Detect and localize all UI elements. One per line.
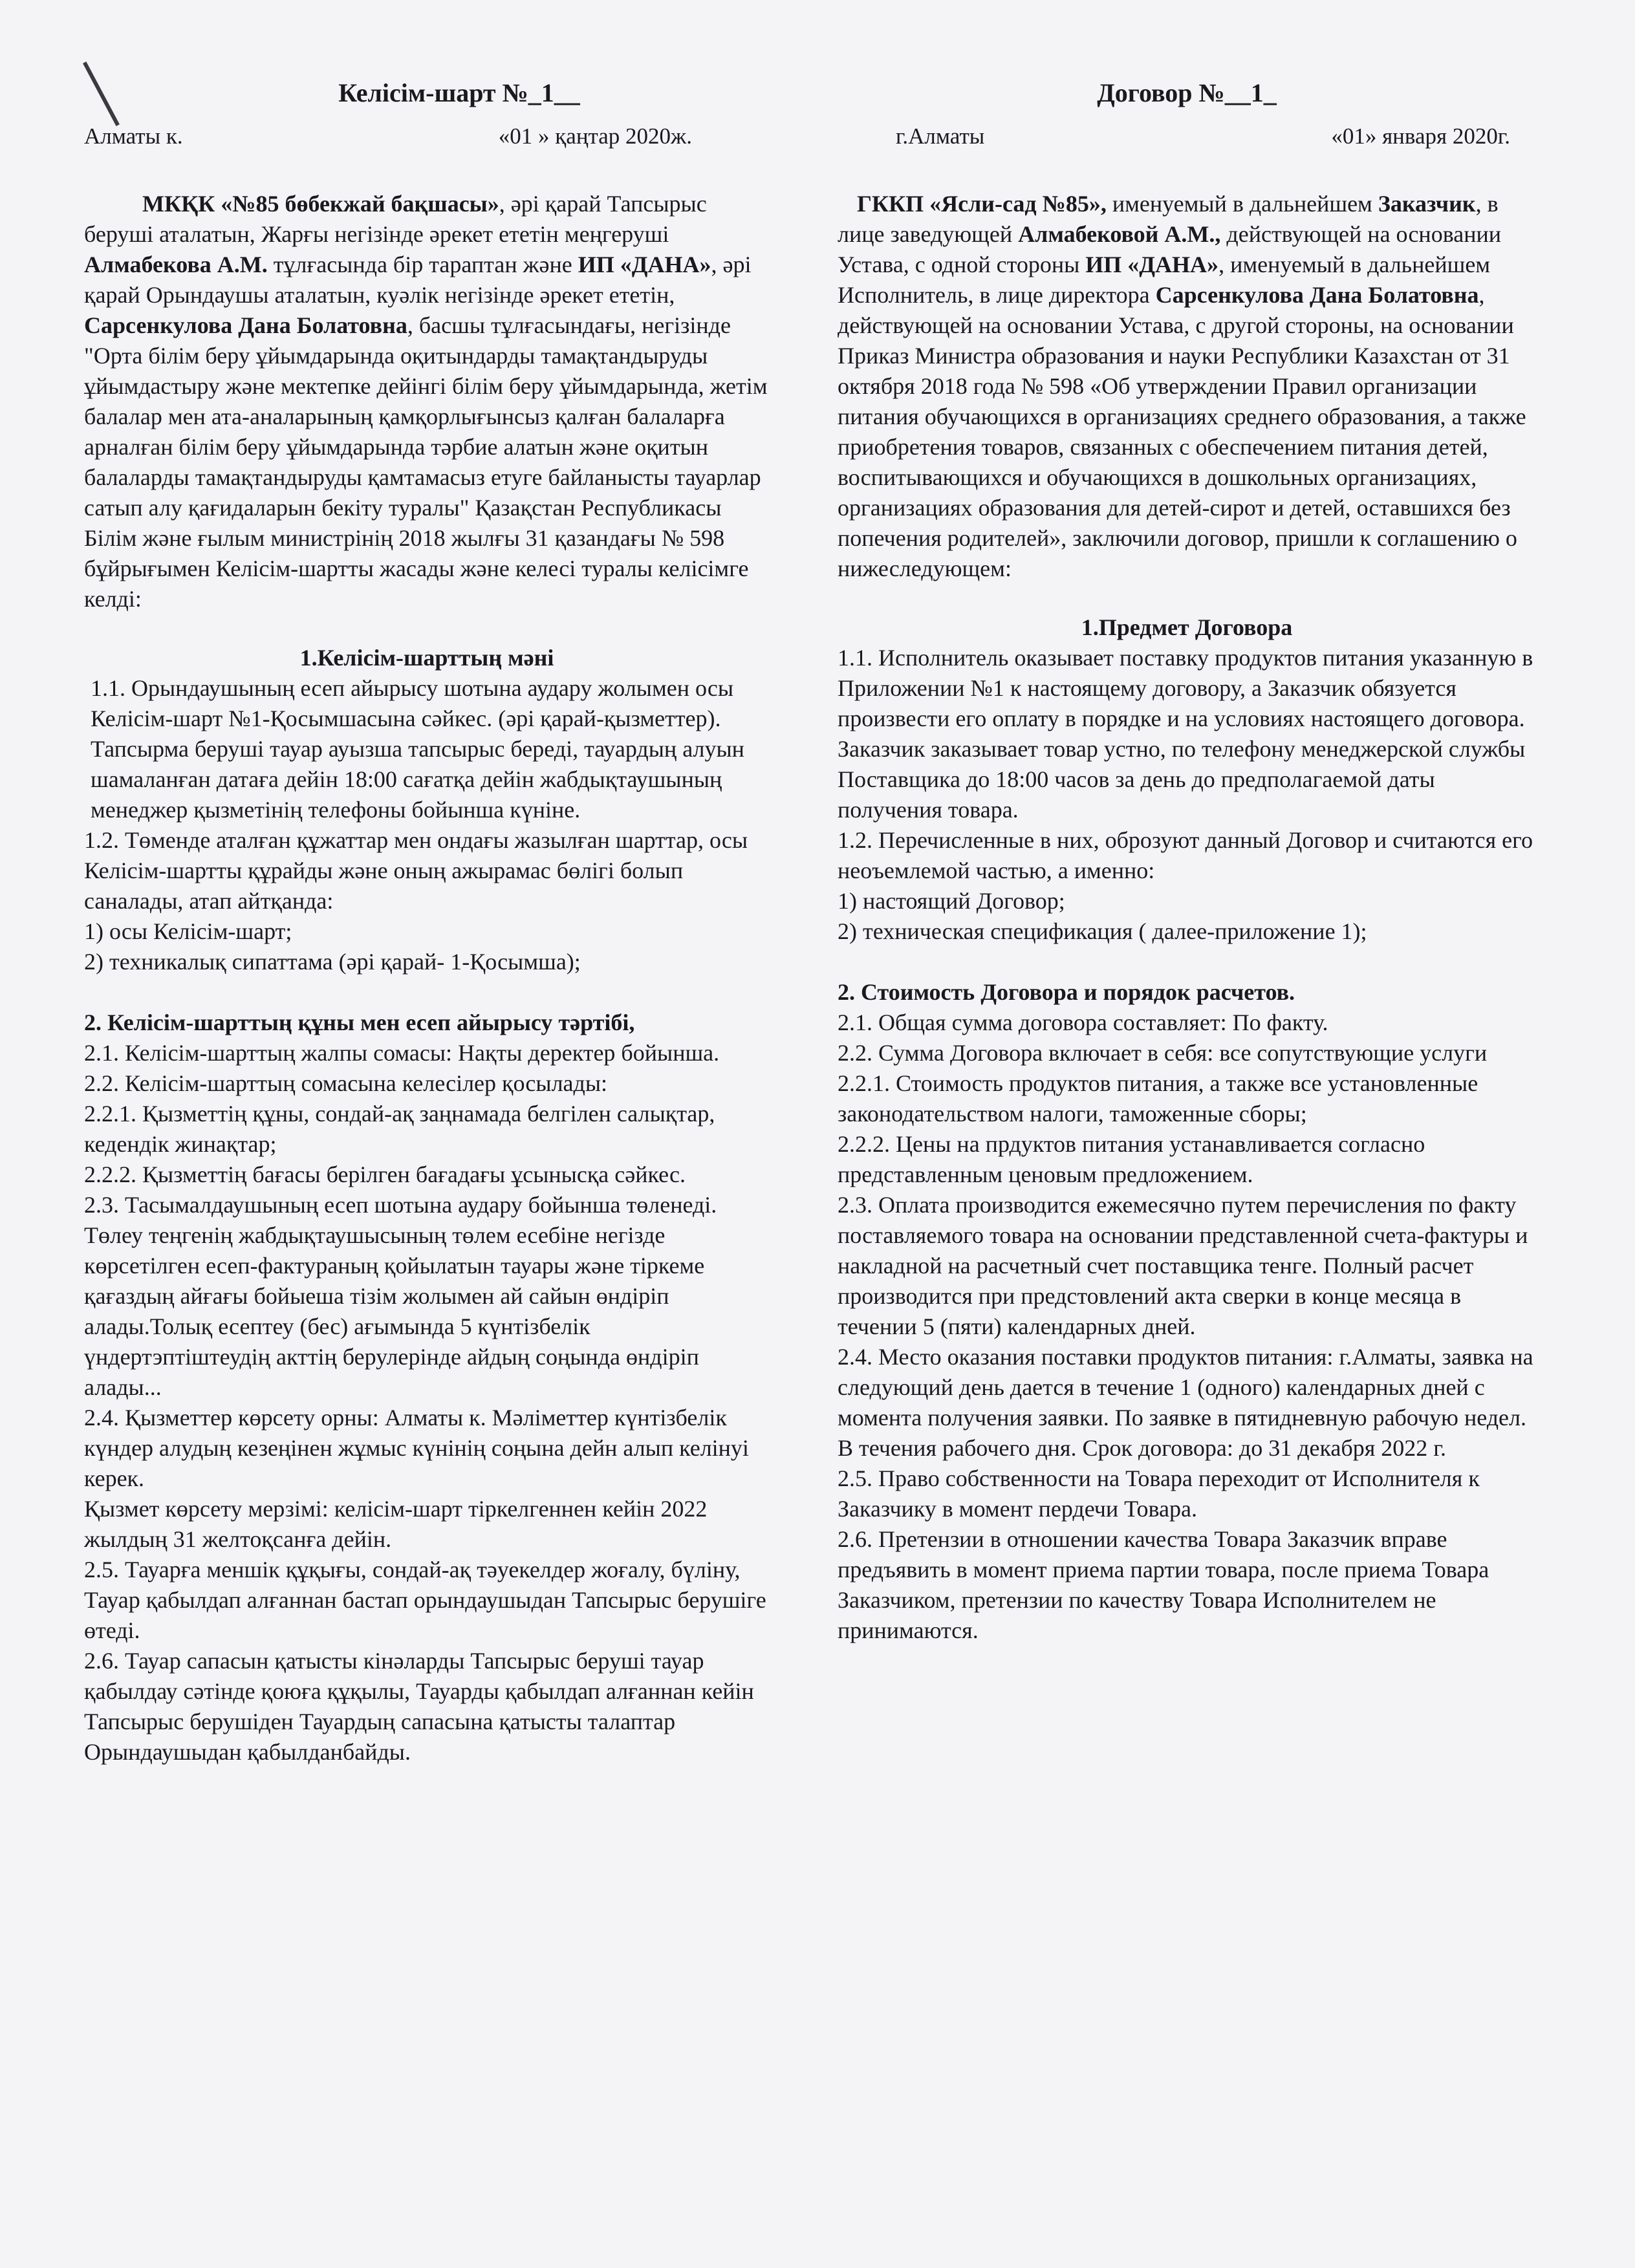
kazakh-clause: 1) осы Келісім-шарт; bbox=[84, 918, 292, 944]
kazakh-clause: 1.1. Орындаушының есеп айырысу шотына аудару жолымен осы Келісім-шарт №1-Қосымшасына сәйкес. (әрі қарай-қызметтер). Тапсырма беруші тауар ауызша тапсырыс береді, тауардың алуын шамаланған датаға дейін 18:00 сағатқа дейін жабдықтаушының менеджер қызметінің телефоны бойынша күніне. bbox=[91, 675, 744, 823]
russian-title: Договор №__1_ bbox=[1097, 78, 1277, 107]
russian-clause: 2.5. Право собственности на Товара переходит от Исполнителя к Заказчику в момент пердечи Товара. bbox=[838, 1465, 1480, 1522]
russian-place-date bbox=[838, 121, 1536, 151]
kazakh-clause: 2.1. Келісім-шарттың жалпы сомасы: Нақты деректер бойынша. bbox=[84, 1040, 720, 1066]
russian-customer-label: Заказчик bbox=[1378, 191, 1476, 217]
kazakh-place-date bbox=[84, 121, 770, 151]
kazakh-clause: 1.2. Төменде аталған құжаттар мен ондағы жазылған шарттар, осы Келісім-шартты құрайды және оның ажырамас бөлігі болып саналады, атап айтқанда: bbox=[84, 827, 748, 914]
russian-intro-text-4: , именуемый в дальнейшем Исполнитель, в лице директора bbox=[838, 252, 1491, 308]
russian-org: ГККП «Ясли-сад №85», bbox=[857, 191, 1107, 217]
kazakh-head-name: Алмабекова А.М. bbox=[84, 252, 268, 277]
russian-clause: 2.4. Место оказания поставки продуктов питания: г.Алматы, заявка на следующий день дается в течение 1 (одного) календарных дней с момента получения заявки. По заявке в пятидневную рабочую недел. В течения рабочего дня. Срок договора: до 31 декабря 2022 г. bbox=[838, 1344, 1533, 1461]
kazakh-title: Келісім-шарт №_1__ bbox=[338, 78, 580, 107]
kazakh-clause: 2.3. Тасымалдаушының есеп шотына аудару бойынша төленеді. Төлеу теңгенің жабдықтаушысының төлем есебіне негізде көрсетілген есеп-фактураның қойылатын тауары және тіркеме қағаздың айғағы бойыеша тізім жолымен ай сайын өндіріп алады.Толық есептеу (бес) ағымында 5 күнтізбелік үндертэптіштеудің акттің берулерінде айдың соңында өндіріп алады... bbox=[84, 1192, 717, 1400]
kazakh-org: МКҚК «№85 бөбекжай бақшасы» bbox=[142, 191, 499, 217]
russian-clause: 2.2.2. Цены на прдуктов питания устанавливается согласно представленным ценовым предложением. bbox=[838, 1131, 1425, 1187]
russian-clause: 2.1. Общая сумма договора составляет: По факту. bbox=[838, 1010, 1328, 1035]
kazakh-ip-name: ИП «ДАНА» bbox=[578, 252, 711, 277]
kazakh-intro-text-3: , әрі қарай Орындаушы аталатын, куәлік негізінде әрекет ететін, bbox=[84, 252, 752, 308]
kazakh-intro bbox=[84, 189, 770, 614]
russian-place: г.Алматы bbox=[896, 124, 985, 149]
kazakh-place: Алматы к. bbox=[84, 124, 183, 149]
russian-clause: 2.2. Сумма Договора включает в себя: все сопутствующие услуги bbox=[838, 1040, 1488, 1066]
russian-clause: 2) техническая спецификация ( далее-приложение 1); bbox=[838, 918, 1367, 944]
kazakh-section1-title: 1.Келісім-шарттың мәні bbox=[299, 645, 554, 671]
kazakh-clause: 2.2. Келісім-шарттың сомасына келесілер қосылады: bbox=[84, 1070, 608, 1096]
kazakh-clause: Қызмет көрсету мерзімі: келісім-шарт тіркелгеннен кейін 2022 жылдың 31 желтоқсанға дейін. bbox=[84, 1496, 708, 1552]
russian-director-name: Сарсенкулова Дана Болатовна bbox=[1155, 282, 1479, 308]
kazakh-director-name: Сарсенкулова Дана Болатовна bbox=[84, 312, 407, 338]
russian-clause: 2.6. Претензии в отношении качества Товара Заказчик вправе предъявить в момент приема партии товара, после приема Товара Заказчиком, претензии по качеству Товара Исполнителем не принимаются. bbox=[838, 1526, 1489, 1643]
russian-intro-text-5: , действующей на основании Устава, с другой стороны, на основании Приказ Министра образования и науки Республики Казахстан от 31 октября 2018 года № 598 «Об утверждении Правил организации питания обучающихся в организациях среднего образования, а также приобретения товаров, связанных с обеспечением питания детей, воспитывающихся и обучающихся в дошкольных организациях, организациях образования для детей-сирот и детей, оставшихся без попечения родителей», заключили договор, пришли к соглашению о нижеследующем: bbox=[838, 282, 1526, 581]
russian-clause: 1.1. Исполнитель оказывает поставку продуктов питания указанную в Приложении №1 к настоящему договору, а Заказчик обязуется произвести его оплату в порядке и на условиях настоящего договора. Заказчик заказывает товар устно, по телефону менеджерской службы Поставщика до 18:00 часов за день до предполагаемой даты получения товара. bbox=[838, 645, 1533, 823]
kazakh-clause: 2.5. Тауарға меншік құқығы, сондай-ақ тәуекелдер жоғалу, бүліну, Тауар қабылдап алғаннан бастап орындаушыдан Тапсырыс берушіге өтеді. bbox=[84, 1557, 766, 1643]
russian-column bbox=[838, 78, 1536, 1646]
russian-clause: 1.2. Перечисленные в них, оброзуют данный Договор и считаются его неоъемлемой частью, а именно: bbox=[838, 827, 1533, 883]
russian-ip-name: ИП «ДАНА» bbox=[1085, 252, 1219, 277]
russian-clause: 2.3. Оплата производится ежемесячно путем перечисления по факту поставляемого товара на основании представленной счета-фактуры и накладной на расчетный счет поставщика тенге. Полный расчет производится при предстовлений акта сверки в конце месяца в течении 5 (пяти) календарных дней. bbox=[838, 1192, 1528, 1339]
kazakh-clause: 2.2.1. Қызметтің құны, сондай-ақ заңнамада белгілен салықтар, кедендік жинақтар; bbox=[84, 1101, 715, 1157]
russian-head-name: Алмабековой А.М., bbox=[1018, 221, 1221, 247]
russian-intro-text-1: именуемый в дальнейшем bbox=[1106, 191, 1378, 217]
kazakh-intro-text-1: , әрі қарай Тапсырыс беруші аталатын, Жарғы негізінде әрекет ететін меңгеруші bbox=[84, 191, 707, 247]
kazakh-intro-text-4: , басшы тұлғасындағы, негізінде "Орта білім беру ұйымдарында оқитындарды тамақтандыруды ұйымдастыру және мектепке дейінгі білім беру ұйымдарында, жетім балалар мен ата-аналарының қамқорлығынсыз қалған балаларға арналған білім беру ұйымдарында тәрбие алатын және оқитын балаларды тамақтандыруды қамтамасыз етуге байланысты тауарлар сатып алу қағидаларын бекіту туралы" Қазақстан Республикасы Білім және ғылым министрінің 2018 жылғы 31 қазандағы № 598 бұйрығымен Келісім-шартты жасады және келесі туралы келісімге келді: bbox=[84, 312, 768, 612]
kazakh-section2-title: 2. Келісім-шарттың құны мен есеп айырысу тәртібі, bbox=[84, 1010, 635, 1035]
kazakh-clause: 2.2.2. Қызметтің бағасы берілген бағадағы ұсынысқа сәйкес. bbox=[84, 1161, 686, 1187]
russian-intro-text-2: , в лице заведующей bbox=[838, 191, 1499, 247]
russian-section2-title: 2. Стоимость Договора и порядок расчетов. bbox=[838, 979, 1295, 1005]
kazakh-column bbox=[84, 78, 770, 1767]
kazakh-date: «01 » қаңтар 2020ж. bbox=[498, 124, 692, 149]
russian-intro bbox=[838, 189, 1536, 584]
russian-intro-text-3: действующей на основании Устава, с одной стороны bbox=[838, 221, 1501, 277]
russian-section1-title: 1.Предмет Договора bbox=[1081, 614, 1293, 640]
kazakh-intro-text-2: тұлғасында бір тараптан және bbox=[267, 252, 578, 277]
russian-clause: 1) настоящий Договор; bbox=[838, 888, 1065, 914]
kazakh-clause: 2) техникалық сипаттама (әрі қарай- 1-Қосымша); bbox=[84, 949, 581, 975]
kazakh-clause: 2.4. Қызметтер көрсету орны: Алматы к. Мәліметтер күнтізбелік күндер алудың кезеңінен жұмыс күнінің соңына дейн алып келінуі керек. bbox=[84, 1405, 749, 1491]
russian-date: «01» января 2020г. bbox=[1331, 124, 1510, 149]
russian-clause: 2.2.1. Стоимость продуктов питания, а также все установленные законодательством налоги, таможенные сборы; bbox=[838, 1070, 1478, 1127]
kazakh-clause: 2.6. Тауар сапасын қатысты кінәларды Тапсырыс беруші тауар қабылдау сәтінде қоюға құқылы, Тауарды қабылдап алғаннан кейін Тапсырыс берушіден Тауардың сапасына қатысты талаптар Орындаушыдан қабылданбайды. bbox=[84, 1648, 754, 1765]
